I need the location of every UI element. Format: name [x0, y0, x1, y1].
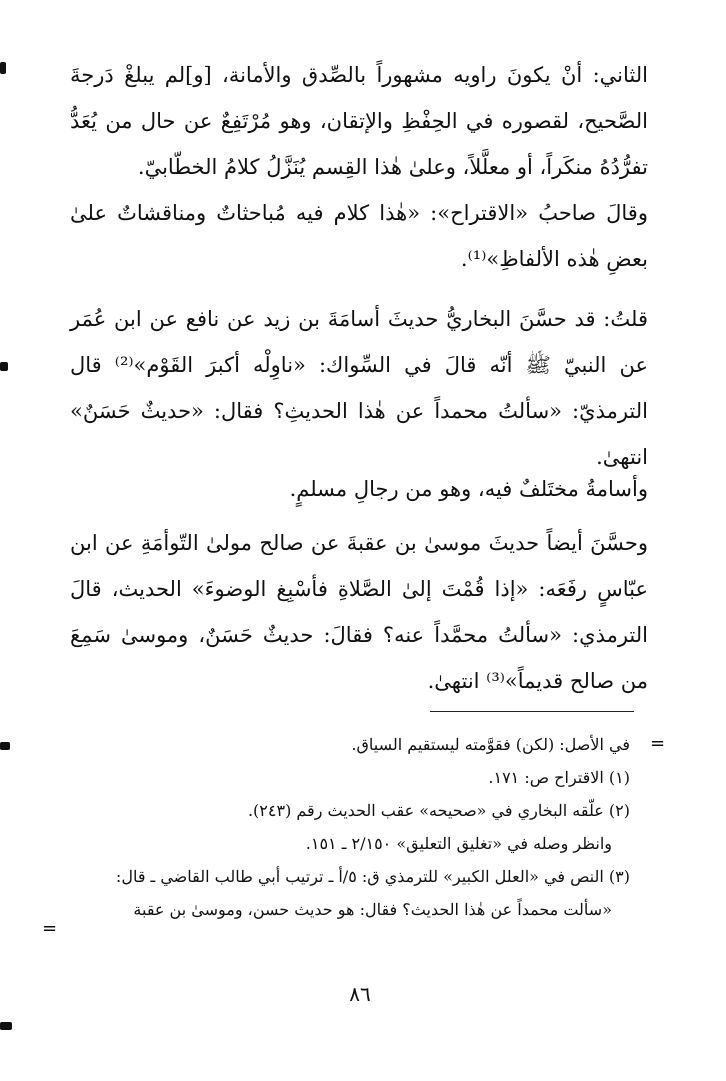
scan-edge-mark: [0, 62, 6, 74]
scan-edge-mark: [0, 742, 10, 750]
page-number: ٨٦: [349, 982, 371, 1006]
footnote-2: (٢) علّقه البخاري في «صحيحه» عقب الحديث رقم (٢٤٣).: [247, 801, 630, 820]
scan-edge-mark: [0, 1022, 12, 1030]
footnote-1: (١) الاقتراح ص: ١٧١.: [488, 768, 630, 787]
footnote-2-continued: وانظر وصله في «تغليق التعليق» ٢/١٥٠ ـ ١٥١.: [305, 834, 612, 853]
continuation-mark-top: =: [650, 733, 666, 754]
footnote-3-continued: «سألت محمداً عن هٰذا الحديث؟ فقال: هو حديث حسن، وموسىٰ بن عقبة: [133, 900, 612, 919]
footnotes-section: [70, 728, 630, 926]
paragraph-bukhari-usama: قلتُ: قد حسَّنَ البخاريُّ حديثَ أسامَةَ بن زيد عن نافع عن ابن عُمَر عن النبيّ ﷺ أنّه قالَ في السِّواك: «ناوِلْه أكبرَ القَوْم»⁽²⁾ قال الترمذيّ: «سألتُ محمداً عن هٰذا الحديثِ؟ فقال: «حديثٌ حَسَنٌ» انتهىٰ.: [70, 307, 648, 469]
footnote-3: (٣) النص في «العلل الكبير» للترمذي ق: ٥/أ ـ ترتيب أبي طالب القاضي ـ قال:: [115, 867, 630, 886]
scan-edge-mark: [0, 362, 8, 371]
footnote-continued: في الأصل: (لكن) فقوَّمته ليستقيم السياق.: [351, 735, 630, 754]
continuation-mark-bottom: =: [42, 918, 58, 939]
paragraph-iqtirah-quote: وقالَ صاحبُ «الاقتراح»: «هٰذا كلام فيه مُباحثاتٌ ومناقشاتٌ علىٰ بعضِ هٰذه الألفاظِ»⁽¹⁾.: [70, 201, 648, 271]
paragraph-musa-hadith: وحسَّنَ أيضاً حديثَ موسىٰ بن عقبةَ عن صالح مولىٰ التّوأمَةِ عن ابن عبّاسٍ رفَعَه: «إذا قُمْتَ إلىٰ الصَّلاةِ فأسْبِغ الوضوءَ» الحديث، قالَ الترمذي: «سألتُ محمَّداً عنه؟ فقالَ: حديثٌ حَسَنٌ، وموسىٰ سَمِعَ من صالح قديماً»⁽³⁾ انتهىٰ.: [70, 531, 648, 693]
paragraph-second-type: الثاني: أنْ يكونَ راويه مشهوراً بالصِّدق والأمانة، [و]لم يبلغْ دَرجةَ الصَّحيح، لقصوره في الحِفْظِ والإتقان، وهو مُرْتَفِعٌ عن حال من يُعَدُّ تفرُّدُهُ منكَراً، أو معلَّلاً، وعلىٰ هٰذا القِسم يُنَزَّلُ كلامُ الخطّابيّ.: [70, 63, 648, 179]
paragraph-usama-note: وأسامةُ مختَلفٌ فيه، وهو من رجالِ مسلمٍ.: [289, 477, 648, 501]
footnote-divider: [430, 711, 634, 712]
